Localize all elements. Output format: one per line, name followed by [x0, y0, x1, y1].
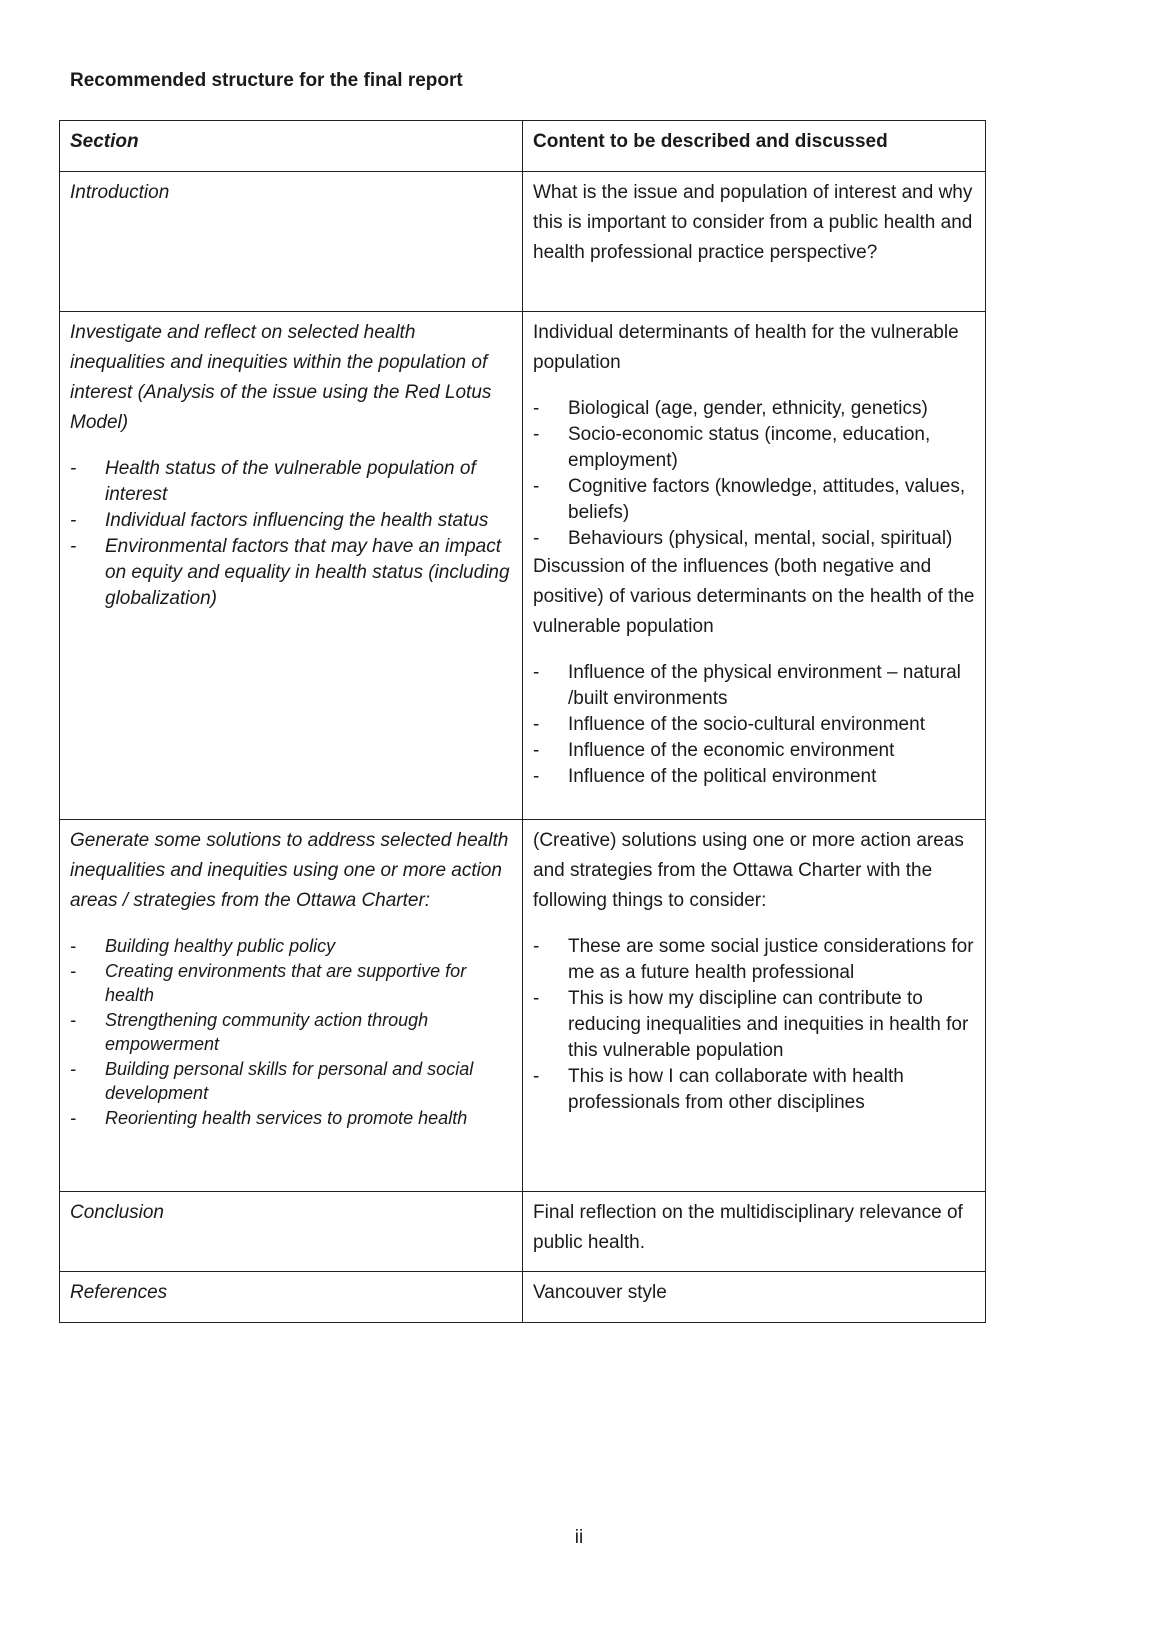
- section-solutions-list: [70, 934, 512, 1130]
- list-item: - Creating environments that are supportive for health: [70, 959, 512, 1008]
- table-row: [60, 820, 986, 1192]
- header-content: Content to be described and discussed: [523, 121, 986, 172]
- list-item: - Building healthy public policy: [70, 934, 512, 959]
- section-investigate-text: Investigate and reflect on selected health inequalities and inequities within the population of interest (Analysis of the issue using the Red Lotus Model): [70, 322, 492, 433]
- content-investigate-text: Individual determinants of health for the vulnerable population: [533, 322, 959, 373]
- content-introduction: What is the issue and population of interest and why this is important to consider from a public health and health professional practice perspective?: [523, 172, 986, 312]
- list-item: - Influence of the political environment: [533, 764, 975, 790]
- list-item: - This is how I can collaborate with health professionals from other disciplines: [533, 1064, 975, 1116]
- list-item: - Influence of the socio-cultural environment: [533, 712, 975, 738]
- section-references: References: [60, 1272, 523, 1323]
- content-conclusion: Final reflection on the multidisciplinary relevance of public health.: [523, 1192, 986, 1272]
- list-item: - Behaviours (physical, mental, social, spiritual): [533, 526, 975, 552]
- content-solutions: [523, 820, 986, 1192]
- list-item: - Influence of the physical environment – natural /built environments: [533, 660, 975, 712]
- list-item: - This is how my discipline can contribute to reducing inequalities and inequities in health for this vulnerable population: [533, 986, 975, 1064]
- section-introduction: Introduction: [60, 172, 523, 312]
- list-item: - Reorienting health services to promote health: [70, 1106, 512, 1131]
- content-solutions-text: (Creative) solutions using one or more action areas and strategies from the Ottawa Charter with the following things to consider:: [533, 830, 964, 911]
- content-references: Vancouver style: [523, 1272, 986, 1323]
- content-investigate: [523, 312, 986, 820]
- section-conclusion: Conclusion: [60, 1192, 523, 1272]
- list-item: - Strengthening community action through empowerment: [70, 1008, 512, 1057]
- list-item: - Building personal skills for personal and social development: [70, 1057, 512, 1106]
- content-solutions-list: [533, 934, 975, 1116]
- list-item: - Influence of the economic environment: [533, 738, 975, 764]
- report-structure-table: [59, 120, 986, 1323]
- header-section: Section: [60, 121, 523, 172]
- table-row: [60, 1192, 986, 1272]
- content-environment-list: [533, 660, 975, 790]
- list-item: - These are some social justice considerations for me as a future health professional: [533, 934, 975, 986]
- content-investigate-discussion: Discussion of the influences (both negative and positive) of various determinants on the health of the vulnerable population: [533, 556, 975, 637]
- table-row: [60, 1272, 986, 1323]
- page-number: ii: [574, 1527, 584, 1548]
- list-item: - Cognitive factors (knowledge, attitudes, values, beliefs): [533, 474, 975, 526]
- list-item: - Individual factors influencing the health status: [70, 508, 512, 534]
- table-row: [60, 172, 986, 312]
- list-item: - Socio-economic status (income, education, employment): [533, 422, 975, 474]
- list-item: - Biological (age, gender, ethnicity, genetics): [533, 396, 975, 422]
- content-determinants-list: [533, 396, 975, 552]
- section-investigate: [60, 312, 523, 820]
- list-item: - Health status of the vulnerable population of interest: [70, 456, 512, 508]
- page-title: Recommended structure for the final report: [70, 70, 463, 91]
- table-row: [60, 312, 986, 820]
- list-item: - Environmental factors that may have an impact on equity and equality in health status (including globalization): [70, 534, 512, 612]
- section-investigate-list: [70, 456, 512, 612]
- section-solutions: [60, 820, 523, 1192]
- section-solutions-text: Generate some solutions to address selected health inequalities and inequities using one or more action areas / strategies from the Ottawa Charter:: [70, 830, 509, 911]
- table-header-row: [60, 121, 986, 172]
